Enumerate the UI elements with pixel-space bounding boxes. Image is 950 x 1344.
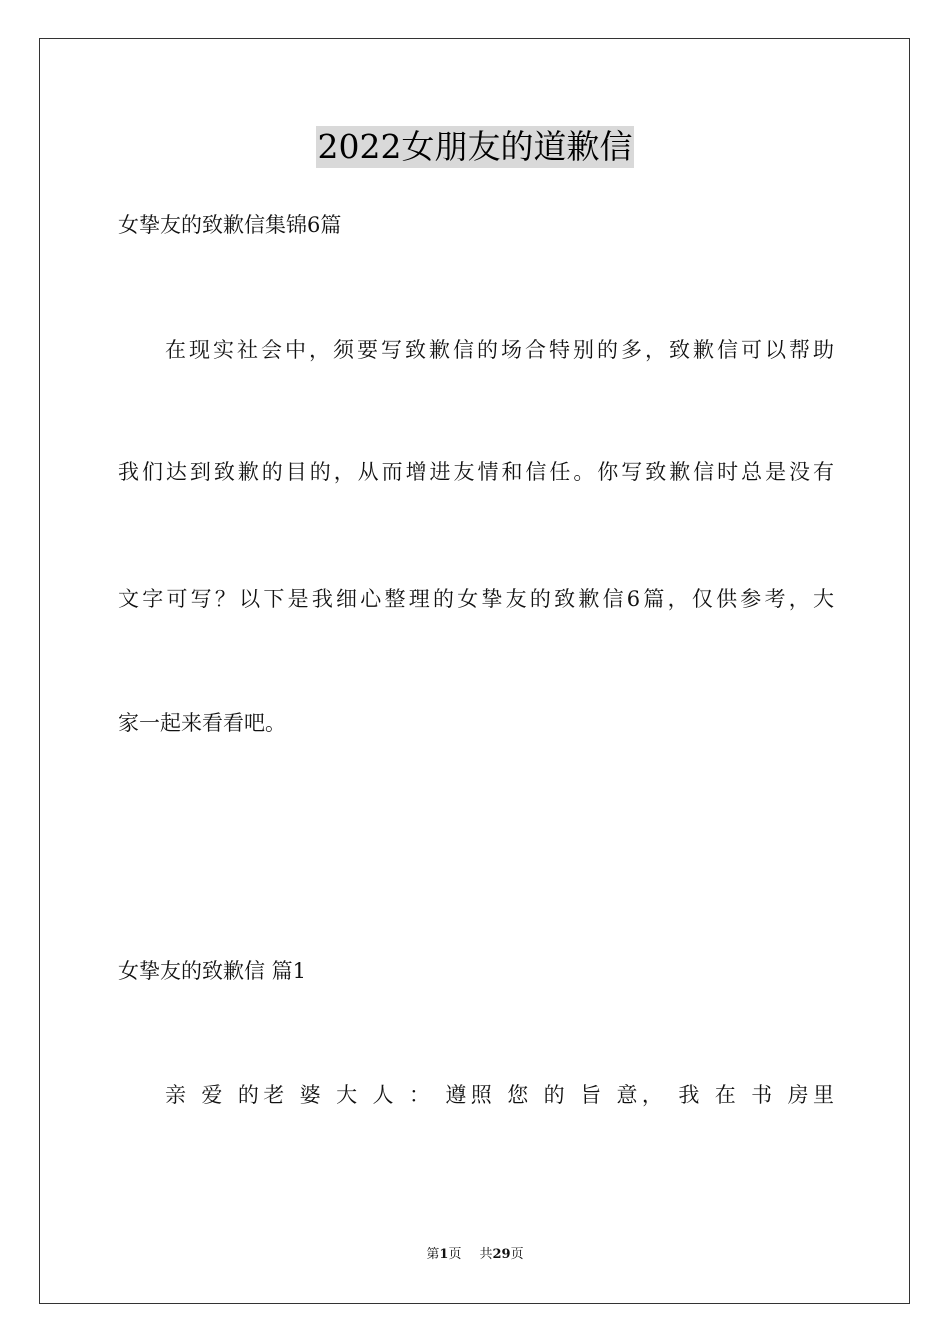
intro-line-2: 我们达到致歉的目的，从而增进友情和信任。你写致歉信时总是没有 xyxy=(118,460,834,484)
footer-total-unit: 页 xyxy=(510,1247,524,1262)
section-first-line: 亲 爱 的老 婆 大 人 ： 遵照 您 的 旨 意， 我 在 书 房里 xyxy=(165,1083,834,1107)
title-wrap xyxy=(0,126,950,168)
document-subtitle: 女挚友的致歉信集锦6篇 xyxy=(118,213,342,237)
footer-page-current: 1 xyxy=(439,1247,449,1262)
intro-line-1: 在现实社会中，须要写致歉信的场合特别的多，致歉信可以帮助 xyxy=(165,338,834,362)
section-heading: 女挚友的致歉信 篇1 xyxy=(118,959,307,983)
intro-line-3: 文字可写？以下是我细心整理的女挚友的致歉信6篇，仅供参考，大 xyxy=(118,587,834,611)
footer-page-prefix: 第 xyxy=(426,1247,440,1262)
footer-total-prefix: 共 xyxy=(479,1247,493,1262)
footer-page-total: 29 xyxy=(492,1247,511,1262)
page-footer xyxy=(0,1246,950,1264)
document-title: 2022女朋友的道歉信 xyxy=(317,127,633,166)
intro-line-4: 家一起来看看吧。 xyxy=(118,711,286,735)
footer-page-unit: 页 xyxy=(448,1247,462,1262)
